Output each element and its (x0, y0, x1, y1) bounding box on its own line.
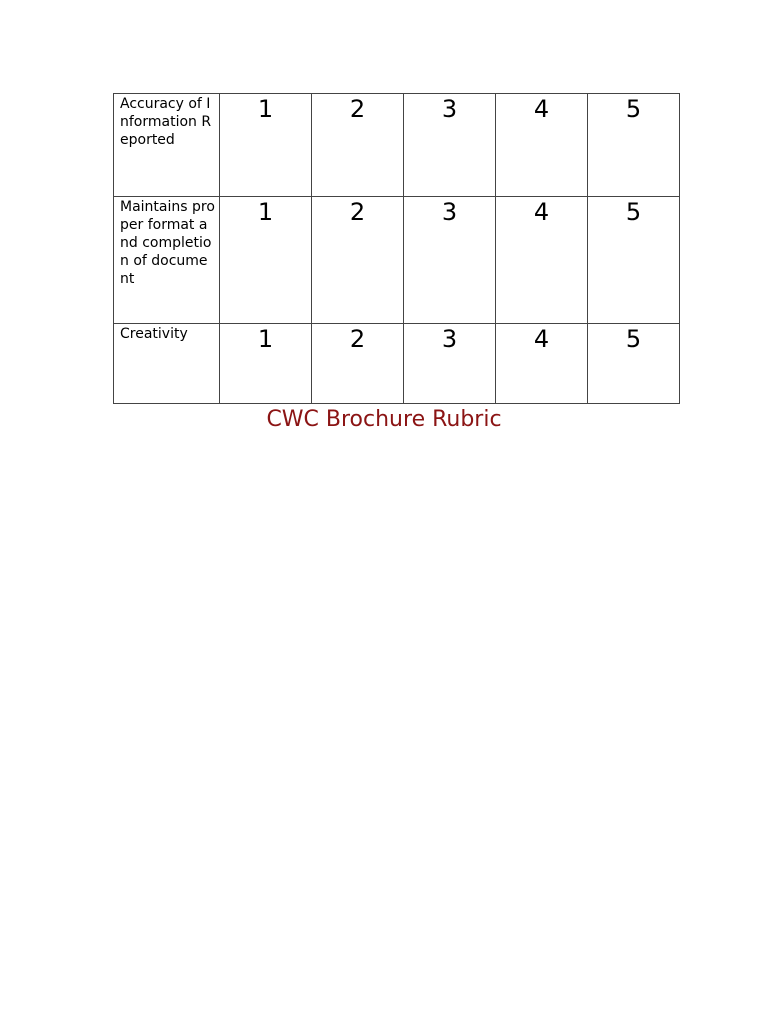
score-cell: 1 (220, 197, 312, 324)
score-cell: 4 (496, 197, 588, 324)
score-cell: 1 (220, 94, 312, 197)
score-cell: 2 (312, 324, 404, 404)
score-cell: 4 (496, 94, 588, 197)
rubric-row-creativity (114, 324, 680, 404)
score-cell: 1 (220, 324, 312, 404)
score-cell: 3 (404, 197, 496, 324)
score-cell: 4 (496, 324, 588, 404)
score-cell: 2 (312, 94, 404, 197)
criterion-label: Maintains proper format and completion of document (114, 197, 220, 324)
score-cell: 5 (588, 94, 680, 197)
criterion-label: Accuracy of Information Reported (114, 94, 220, 197)
rubric-row-format (114, 197, 680, 324)
score-cell: 2 (312, 197, 404, 324)
criterion-label: Creativity (114, 324, 220, 404)
score-cell: 3 (404, 94, 496, 197)
document-title: CWC Brochure Rubric (266, 407, 502, 432)
score-cell: 5 (588, 324, 680, 404)
score-cell: 3 (404, 324, 496, 404)
rubric-row-accuracy (114, 94, 680, 197)
score-cell: 5 (588, 197, 680, 324)
rubric-table (113, 93, 680, 404)
